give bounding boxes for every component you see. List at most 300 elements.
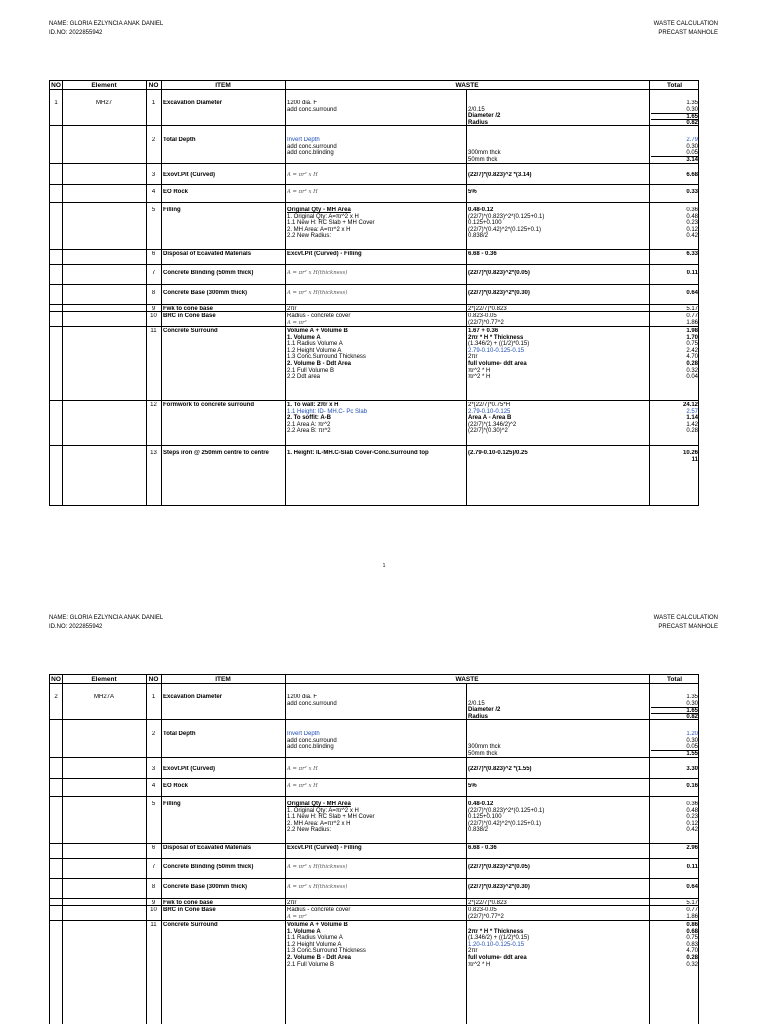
waste-table [49,80,699,506]
table-row [50,202,698,249]
cell-line: 2. To soffit: A-B [287,415,331,422]
table-row [50,304,698,311]
cell-item: Concrete Blinding (50mm thick) [163,864,254,870]
cell-line: 2. MH Area: A=πr^2 x H [287,226,351,233]
cell-line: Original Qty - MH Area [287,801,351,807]
cell-w1 [287,884,464,891]
cell-item: Filling [163,801,181,807]
table-row [50,264,698,284]
cell-line: 6.68 [686,172,698,178]
cell-line: 1.55 [686,750,698,757]
table-row [50,163,698,184]
cell-w1 [287,922,464,968]
cell-line: add conc.surround [287,143,337,150]
cell-line: 0.32 [686,367,698,374]
cell-line: 0.77 [686,313,698,319]
cell-line: 0.68 [686,928,698,935]
table-row [50,843,698,858]
cell-line: 0.23 [686,814,698,821]
cell-w1 [287,845,464,852]
cell-line: 1. To wall: 2πr x H [287,402,339,408]
cell-tot [651,864,698,871]
cell-line: (2.79-0.10-0.125)/0.25 [468,450,528,456]
cell-item: Exovt.Pit (Curved) [163,766,216,772]
cell-line: 4.70 [686,948,698,955]
column-header-element: Element [91,676,117,683]
cell-item: Filling [163,207,181,213]
cell-line: 2. Volume B - Ddt Area [287,360,352,367]
cell-line: 2.79-0.10-0.125 [468,408,511,415]
cell-line: (22/7)*(0.823)^2*(0.05) [468,864,530,870]
cell-line: 50mm thck [468,156,498,163]
cell-no2: 6 [151,251,156,257]
cell-line: 2.79-0.10-0.125-0.15 [468,347,525,354]
cell-line: 0.12 [686,820,698,827]
cell-no2: 5 [151,207,156,213]
cell-w1 [287,783,464,790]
cell-tot [651,694,698,720]
column-header-waste: WASTE [455,82,479,89]
cell-line: 1.1 New H: RC Slab + MH Cover [287,220,375,227]
cell-tot [651,731,698,757]
cell-line: 0.30 [686,143,698,150]
cell-line: 0.36 [686,801,698,807]
cell-tot [651,783,698,790]
cell-line: 1. Original Qty: A=πr^2 x H [287,213,359,220]
cell-no2: 5 [151,801,156,807]
cell-line: 1.70 [686,334,698,341]
table-row [50,249,698,264]
cell-line: 1.20 [686,731,698,737]
cell-line: add conc.blinding [287,150,334,157]
cell-line: 2.1 Area A: πr^2 [287,421,331,428]
cell-w2 [468,766,647,773]
cell-line: 0.16 [686,783,698,789]
cell-line: 0.125+0.100 [468,814,502,821]
cell-item: BRC in Cone Base [163,907,216,913]
cell-tot [651,100,698,126]
cell-line: (22/7)*(0.823)^2 *(1.55) [468,766,532,772]
cell-line: 11 [691,456,698,463]
cell-line: 0.64 [686,290,698,296]
cell-item: Concrete Surround [163,328,218,334]
cell-line: add conc.surround [287,106,337,113]
cell-line: Excvt.Pit (Curved) - Filling [287,845,362,851]
cell-w2 [468,290,647,297]
cell-line: 2*(22/7)*0.75*H [468,402,511,408]
cell-w1 [287,290,464,297]
cell-no2: 7 [151,864,156,870]
cell-line: 0.05 [651,744,698,751]
cell-line: add conc.surround [287,737,337,744]
cell-line: A = πr² [287,319,307,326]
column-header-item: ITEM [215,676,231,683]
cell-item: Exovt.Pit (Curved) [163,172,216,178]
cell-line: 1.42 [686,421,698,428]
cell-item: EO Rock [163,783,189,789]
cell-no2: 1 [151,694,156,700]
cell-line [468,738,647,745]
cell-line: Radius [468,119,489,126]
cell-no2: 7 [151,270,156,276]
cell-line: Excvt.Pit (Curved) - Filling [287,251,362,257]
table-row [50,284,698,304]
cell-line: 2.2 New Radius: [287,233,332,240]
cell-line: 0.48 [686,807,698,814]
cell-tot [651,801,698,834]
cell-line [468,144,647,151]
cell-tot [651,845,698,852]
cell-line: 1200 dia. F [287,100,318,106]
cell-line: (22/7)*(0.823)^2*(0.30) [468,884,530,890]
cell-no2: 1 [151,100,156,106]
cell-line: 2πr [287,900,297,906]
cell-item: Disposal of Ecavated Materials [163,251,252,257]
cell-element: MH27A [93,694,114,700]
cell-line: Invert Depth [287,137,320,143]
cell-line [468,731,647,738]
table-row [50,858,698,878]
column-header-no: NO [51,676,61,683]
cell-line: 3.30 [686,766,698,772]
cell-line: 1.86 [686,319,698,326]
cell-line [468,922,647,929]
table-row [50,757,698,778]
table-row [50,125,698,163]
cell-line: 1. Volume A [287,334,321,341]
table-row [50,778,698,796]
cell-no2: 10 [150,907,157,913]
table-row [50,684,698,719]
cell-tot [651,189,698,196]
cell-no2: 12 [150,402,157,408]
cell-line: πr^2 * H [468,367,491,374]
cell-no2: 2 [151,731,156,737]
cell-w2 [468,189,647,196]
cell-line: A = πr² x H [287,189,318,195]
cell-w1 [287,172,464,179]
cell-w2 [468,270,647,277]
cell-line: add conc.blinding [287,744,334,751]
cell-line: 2πr [468,948,478,955]
table-row [50,311,698,326]
cell-line: 5.17 [686,306,698,312]
cell-w1 [287,450,464,457]
cell-tot [651,922,698,968]
cell-no2: 3 [151,766,156,772]
cell-line: 5.17 [686,900,698,906]
cell-w2 [468,864,647,871]
cell-line: 0.05 [651,150,698,157]
cell-line: 1.35 [686,694,698,700]
cell-tot [651,313,698,326]
cell-line: 2. Volume B - Ddt Area [287,954,352,961]
cell-line: 50mm thck [468,750,498,757]
cell-line [468,100,647,107]
cell-tot [651,766,698,773]
cell-line: 24.12 [682,402,698,408]
cell-no2: 8 [151,884,156,890]
cell-line: 5% [468,189,477,195]
document-subtitle: PRECAST MANHOLE [658,624,718,630]
cell-w2 [468,251,647,258]
cell-line: 1. Volume A [287,928,321,935]
cell-item: Disposal of Ecavated Materials [163,845,252,851]
cell-line [468,137,647,144]
cell-w2 [468,845,647,852]
cell-w1 [287,137,464,157]
cell-line: 2.2 Ddt area [287,374,321,381]
cell-line: 2πr [468,354,478,361]
cell-line: 0.838/2 [468,827,489,834]
cell-line: Invert Depth [287,731,320,737]
cell-line: 0.11 [686,270,698,276]
student-name: NAME: GLORIA EZLYNCIA ANAK DANIEL [49,21,164,27]
cell-tot [651,450,698,463]
cell-line: 1. Height: IL-MH.C-Slab Cover-Conc.Surround top [287,450,429,456]
cell-line: (22/7)*(0.823)^2*(0.05) [468,270,530,276]
cell-line: 1.1 Radius Volume A [287,935,343,942]
cell-line: 0.42 [686,827,698,834]
cell-tot [651,884,698,891]
cell-w2 [468,137,647,163]
cell-w1 [287,402,464,435]
cell-line: 1.3 Conc.Surround Thickness [287,354,366,361]
table-row [50,184,698,202]
table-row [50,719,698,757]
cell-item: Concrete Blinding (50mm thick) [163,270,254,276]
cell-line: A = πr² x H(thickness) [287,290,348,296]
cell-w1 [287,864,464,871]
cell-line: 2.79 [686,137,698,143]
cell-line: Radius - concrete cover [287,907,351,913]
cell-line: 0.33 [686,189,698,195]
cell-line: 1.35 [686,100,698,106]
cell-line: A = πr² x H(thickness) [287,270,348,276]
cell-line: 0.12 [686,226,698,233]
cell-line: 0.42 [686,233,698,240]
cell-line: (22/7)*(0.823)^2 *(3.14) [468,172,532,178]
cell-line: 300mm thck [468,150,501,157]
cell-line: (22/7)*(0.823)^2*(0.125+0.1) [468,213,545,220]
cell-no2: 2 [151,137,156,143]
cell-line: 0.30 [686,106,698,113]
cell-line: 5% [468,783,477,789]
cell-line: 1.65 [651,707,698,714]
cell-line: A = πr² x H [287,783,318,789]
cell-w1 [287,189,464,196]
cell-line: 1. Original Qty: A=πr^2 x H [287,807,359,814]
cell-line: Diameter /2 [468,113,501,120]
cell-line: 2.96 [686,845,698,851]
cell-line: (22/7)*0.77^2 [468,913,504,920]
cell-no2: 3 [151,172,156,178]
cell-line: 2.1 Full Volume B [287,961,335,968]
cell-line: 0.28 [686,360,698,367]
cell-line: 0.83 [686,941,698,948]
cell-line: 2.57 [686,408,698,415]
cell-w1 [287,251,464,258]
document-title: WASTE CALCULATION [653,21,718,27]
cell-item: Total Depth [163,731,196,737]
cell-tot [651,290,698,297]
cell-line: 0.28 [686,954,698,961]
cell-w2 [468,100,647,126]
cell-line: 0.82 [651,120,698,127]
cell-no2: 10 [150,313,157,319]
cell-no2: 9 [151,306,156,312]
cell-w2 [468,172,647,179]
cell-line: 0.04 [686,374,698,381]
cell-line: (1.346/2) + ((1/2)*0.15) [468,935,530,942]
table-row [50,400,698,445]
cell-line: 0.823-0.05 [468,907,497,913]
cell-line: full volume- ddt area [468,954,527,961]
column-header-item: ITEM [215,82,231,89]
waste-table [49,674,699,1024]
cell-line: 3.14 [686,156,698,163]
cell-line: 2*(22/7)*0.823 [468,306,507,312]
table-row [50,796,698,843]
cell-w1 [287,731,464,751]
cell-line: 1.98 [686,328,698,334]
cell-line: 0.36 [686,207,698,213]
cell-w1 [287,328,464,381]
cell-w2 [468,731,647,757]
cell-tot [651,251,698,258]
cell-w2 [468,328,647,381]
cell-no: 2 [54,694,58,700]
cell-tot [651,907,698,920]
cell-line: 1.86 [686,913,698,920]
cell-line: 2πr * H * Thickness [468,928,524,935]
cell-line: 2.1 Full Volume B [287,367,335,374]
table-row [50,905,698,920]
cell-line: Diameter /2 [468,707,501,714]
cell-line: (22/7)*(0.823)^2*(0.30) [468,290,530,296]
cell-line: 1.3 Conc.Surround Thickness [287,948,366,955]
cell-item: Steps iron @ 250mm centre to centre [163,450,269,456]
table-header [50,81,698,90]
cell-line: 0.125+0.100 [468,220,502,227]
cell-line: πr^2 * H [468,374,491,381]
cell-tot [651,402,698,435]
cell-tot [651,328,698,381]
cell-line: 300mm thck [468,744,501,751]
cell-line: A = πr² x H(thickness) [287,884,348,890]
cell-item: Excavation Diameter [163,694,223,700]
cell-no2: 8 [151,290,156,296]
cell-item: Formwork to concrete surround [163,402,255,408]
cell-line: 1.1 Height: ID- MH.C- Pc Slab [287,408,368,415]
cell-line: 2*(22/7)*0.823 [468,900,507,906]
cell-w2 [468,801,647,834]
cell-no2: 11 [150,922,157,928]
cell-line: 4.70 [686,354,698,361]
cell-line: 0.28 [686,428,698,435]
cell-w1 [287,801,464,834]
cell-no2: 13 [150,450,157,456]
cell-w1 [287,270,464,277]
column-header-no2: NO [148,82,159,89]
cell-line: 0.30 [686,700,698,707]
cell-line: 1200 dia. F [287,694,318,700]
cell-line: 2πr * H * Thickness [468,334,524,341]
cell-line: 0.82 [651,714,698,721]
column-header-no2: NO [148,676,159,683]
document-subtitle: PRECAST MANHOLE [658,30,718,36]
cell-no: 1 [54,100,58,106]
cell-line: 10.26 [682,450,698,456]
cell-w1 [287,207,464,240]
cell-line: A = πr² x H [287,766,318,772]
cell-line: 6.68 - 0.36 [468,251,497,257]
cell-item: Excavation Diameter [163,100,223,106]
cell-line: 1.14 [686,415,698,422]
cell-line: 0.32 [686,961,698,968]
cell-line: 0.75 [686,935,698,942]
cell-line: 0.86 [686,922,698,928]
cell-line: 0.30 [686,737,698,744]
cell-line: Volume A + Volume B [287,922,348,928]
cell-line: 1.2 Height Volume A [287,941,342,948]
cell-line: (1.346/2) + ((1/2)*0.15) [468,341,530,348]
cell-line: 0.11 [686,864,698,870]
cell-no2: 11 [150,328,157,334]
table-row [50,445,698,463]
cell-w1 [287,766,464,773]
cell-line: (22/7)*(1.346/2)^2 [468,421,517,428]
cell-line: 1.1 Radius Volume A [287,341,343,348]
cell-item: Concrete Surround [163,922,218,928]
cell-tot [651,172,698,179]
cell-w1 [287,694,464,707]
cell-line: 0.77 [686,907,698,913]
cell-line: 2.2 New Radius: [287,827,332,834]
cell-item: Fwk to cone base [163,306,214,312]
cell-item: Concrete Base (300mm thick) [163,884,248,890]
student-name: NAME: GLORIA EZLYNCIA ANAK DANIEL [49,615,164,621]
cell-line: (22/7)*(0.42)^2*(0.125+0.1) [468,820,542,827]
cell-element: MH27 [95,100,112,106]
cell-line: Volume A + Volume B [287,328,348,334]
cell-line: 1.65 [651,113,698,120]
cell-no2: 4 [151,189,156,195]
cell-no2: 4 [151,783,156,789]
cell-line: 6.68 - 0.36 [468,845,497,851]
cell-w1 [287,100,464,113]
table-row [50,326,698,400]
cell-line: 0.823-0.05 [468,313,497,319]
cell-line: A = πr² x H [287,172,318,178]
cell-line: 1.67 + 0.36 [468,328,499,334]
cell-line: Radius [468,713,489,720]
student-id: ID.NO: 2022855942 [49,30,103,36]
table-row [50,878,698,898]
cell-line: Area A - Area B [468,415,512,422]
cell-line: (22/7)*(0.823)^2*(0.125+0.1) [468,807,545,814]
table-header [50,675,698,684]
cell-line: 0.75 [686,341,698,348]
cell-tot [651,270,698,277]
cell-no2: 6 [151,845,156,851]
column-header-total: Total [666,82,683,89]
cell-w2 [468,313,647,326]
table-row [50,898,698,905]
student-id: ID.NO: 2022855942 [49,624,103,630]
cell-line: full volume- ddt area [468,360,527,367]
cell-w2 [468,907,647,920]
